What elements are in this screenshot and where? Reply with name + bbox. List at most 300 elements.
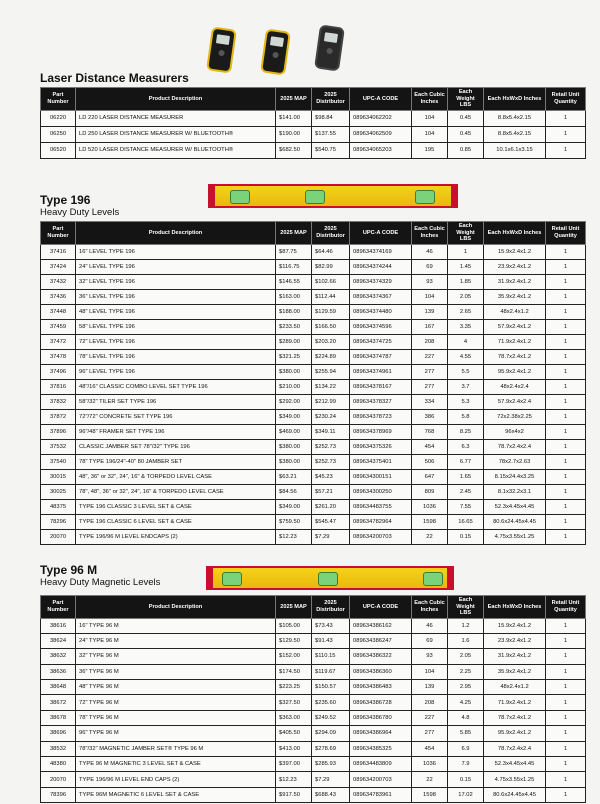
part-number-cell: 78396	[41, 787, 76, 802]
table-cell: 71.9x2.4x1.2	[484, 695, 546, 710]
table-cell: $105.00	[276, 618, 312, 633]
table-header-row	[41, 88, 586, 111]
description-cell: TYPE 196/96 M LEVEL END CAPS (2)	[76, 772, 276, 787]
part-number-cell: 38672	[41, 695, 76, 710]
table-cell: 1	[546, 424, 586, 439]
table-cell: $73.43	[312, 618, 350, 633]
table-row	[41, 772, 586, 787]
table-cell: 80.6x24.45x4.45	[484, 787, 546, 802]
table-cell: 7.9	[448, 757, 484, 772]
table-cell: 22	[412, 529, 448, 544]
description-cell: 48" TYPE 96 M	[76, 680, 276, 695]
table-cell: $224.89	[312, 349, 350, 364]
table-cell: 454	[412, 741, 448, 756]
table-cell: 089634378327	[350, 394, 412, 409]
header-cell: Each Cubic Inches	[412, 222, 448, 245]
part-number-cell: 48380	[41, 757, 76, 772]
table-cell: $682.50	[276, 142, 312, 158]
header-cell: Each HxWxD Inches	[484, 596, 546, 619]
table-cell: $64.46	[312, 244, 350, 259]
part-number-cell: 37832	[41, 394, 76, 409]
table-cell: 2.45	[448, 484, 484, 499]
description-cell: CLASSIC JAMBER SET 78"/32" TYPE 196	[76, 439, 276, 454]
table-cell: 139	[412, 304, 448, 319]
header-cell: UPC-A CODE	[350, 88, 412, 111]
description-cell: 78" LEVEL TYPE 196	[76, 349, 276, 364]
table-cell: 089634062509	[350, 126, 412, 142]
description-cell: 78" TYPE 196/24"-40" 80 JAMBER SET	[76, 454, 276, 469]
table-cell: $7.29	[312, 772, 350, 787]
part-number-cell: 38678	[41, 710, 76, 725]
table-cell: 454	[412, 439, 448, 454]
table-cell: $110.15	[312, 649, 350, 664]
table-cell: 1.65	[448, 469, 484, 484]
table-cell: 277	[412, 379, 448, 394]
table-cell: $7.29	[312, 529, 350, 544]
table-cell: 1	[546, 741, 586, 756]
table-row	[41, 394, 586, 409]
header-cell: Product Description	[76, 88, 276, 111]
table-cell: 089634483755	[350, 499, 412, 514]
table-cell: $380.00	[276, 454, 312, 469]
table-cell: 1	[546, 499, 586, 514]
section-type-96m	[40, 564, 585, 803]
table-cell: 48x2.4x1.2	[484, 680, 546, 695]
table-row	[41, 618, 586, 633]
table-row	[41, 633, 586, 648]
table-cell: 104	[412, 126, 448, 142]
part-number-cell: 30015	[41, 469, 76, 484]
table-cell: 0.85	[448, 142, 484, 158]
header-cell: Part Number	[41, 596, 76, 619]
header-cell: Each Cubic Inches	[412, 596, 448, 619]
description-cell: 58" LEVEL TYPE 196	[76, 319, 276, 334]
table-cell: 089634375326	[350, 439, 412, 454]
table-cell: 277	[412, 364, 448, 379]
description-cell: 58"/32" TILER SET TYPE 196	[76, 394, 276, 409]
description-cell: 36" LEVEL TYPE 196	[76, 289, 276, 304]
part-number-cell: 06220	[41, 110, 76, 126]
table-body	[41, 499, 586, 544]
table-cell: 1.85	[448, 274, 484, 289]
table-cell: $363.00	[276, 710, 312, 725]
table-cell: 1	[546, 142, 586, 158]
table-row	[41, 469, 586, 484]
table-cell: 52.3x4.45x4.45	[484, 499, 546, 514]
table-cell: 6.3	[448, 439, 484, 454]
header-cell: Retail Unit Quantity	[546, 596, 586, 619]
table-row	[41, 649, 586, 664]
description-cell: LD 520 LASER DISTANCE MEASURER W/ BLUETOOTH®	[76, 142, 276, 158]
header-cell: Each Weight LBS	[448, 222, 484, 245]
header-cell: 2025 Distributor	[312, 222, 350, 245]
table-cell: 96x4x2	[484, 424, 546, 439]
header-cell: Part Number	[41, 88, 76, 111]
table-cell: 1	[546, 304, 586, 319]
table-row	[41, 787, 586, 802]
table-row	[41, 289, 586, 304]
description-cell: 32" TYPE 96 M	[76, 649, 276, 664]
part-number-cell: 78296	[41, 514, 76, 529]
header-cell: Each Weight LBS	[448, 596, 484, 619]
table-cell: 2.05	[448, 649, 484, 664]
table-cell: 95.9x2.4x1.2	[484, 726, 546, 741]
table-cell: $12.23	[276, 529, 312, 544]
table-cell: $212.99	[312, 394, 350, 409]
table-cell: 334	[412, 394, 448, 409]
table-row	[41, 304, 586, 319]
table-cell: 089634065203	[350, 142, 412, 158]
table-cell: 089634386162	[350, 618, 412, 633]
table-cell: $87.75	[276, 244, 312, 259]
table-cell: 2.95	[448, 680, 484, 695]
table-row	[41, 126, 586, 142]
table-row	[41, 499, 586, 514]
table-row	[41, 484, 586, 499]
table-cell: $292.00	[276, 394, 312, 409]
table-cell: 1036	[412, 499, 448, 514]
section-type-196	[40, 194, 585, 545]
table-cell: 089634374367	[350, 289, 412, 304]
header-cell: Each HxWxD Inches	[484, 222, 546, 245]
table-cell: 089634374480	[350, 304, 412, 319]
table-cell: 089634374787	[350, 349, 412, 364]
table-cell: $230.24	[312, 409, 350, 424]
table-cell: 386	[412, 409, 448, 424]
table-cell: 089634300250	[350, 484, 412, 499]
table-cell: 78.7x2.4x1.2	[484, 349, 546, 364]
table-cell: $98.84	[312, 110, 350, 126]
table-cell: $163.00	[276, 289, 312, 304]
description-cell: TYPE 196/96 M LEVEL ENDCAPS (2)	[76, 529, 276, 544]
part-number-cell: 06250	[41, 126, 76, 142]
description-cell: TYPE 196 CLASSIC 6 LEVEL SET & CASE	[76, 514, 276, 529]
table-cell: 1	[546, 364, 586, 379]
description-cell: 48"/16" CLASSIC COMBO LEVEL SET TYPE 196	[76, 379, 276, 394]
table-cell: 69	[412, 259, 448, 274]
table-cell: $166.50	[312, 319, 350, 334]
header-cell: Retail Unit Quantity	[546, 88, 586, 111]
table-cell: 1	[546, 484, 586, 499]
table-row	[41, 274, 586, 289]
table-cell: $82.99	[312, 259, 350, 274]
table-cell: 1	[546, 529, 586, 544]
table-cell: 57.9x2.4x1.2	[484, 319, 546, 334]
table-cell: 0.45	[448, 110, 484, 126]
header-cell: Product Description	[76, 222, 276, 245]
table-cell: 089634386322	[350, 649, 412, 664]
table-cell: 195	[412, 142, 448, 158]
table-cell: 1	[546, 274, 586, 289]
table-cell: 1	[546, 110, 586, 126]
description-cell: 24" LEVEL TYPE 196	[76, 259, 276, 274]
table-cell: 089634386728	[350, 695, 412, 710]
table-cell: $63.21	[276, 469, 312, 484]
table-cell: 10.1x6.1x3.15	[484, 142, 546, 158]
table-cell: 1	[546, 664, 586, 679]
table-row	[41, 319, 586, 334]
table-cell: 089634386247	[350, 633, 412, 648]
table-cell: 089634483809	[350, 757, 412, 772]
header-cell: Each HxWxD Inches	[484, 88, 546, 111]
table-cell: 089634200703	[350, 772, 412, 787]
table-cell: $12.23	[276, 772, 312, 787]
table-cell: 1.45	[448, 259, 484, 274]
table-cell: 3.35	[448, 319, 484, 334]
table-header-row	[41, 596, 586, 619]
section-title: Type 96 M	[40, 563, 98, 577]
table-cell: $285.93	[312, 757, 350, 772]
table-cell: 1	[546, 349, 586, 364]
table-cell: 089634783961	[350, 787, 412, 802]
table-cell: 4	[448, 334, 484, 349]
header-cell: 2025 MAP	[276, 596, 312, 619]
table-cell: 1	[546, 454, 586, 469]
table-cell: 0.15	[448, 772, 484, 787]
table-cell: 809	[412, 484, 448, 499]
table-cell: 6.77	[448, 454, 484, 469]
table-cell: 1	[546, 259, 586, 274]
table-cell: $57.21	[312, 484, 350, 499]
table-cell: 0.15	[448, 529, 484, 544]
table-row	[41, 409, 586, 424]
header-cell: 2025 MAP	[276, 88, 312, 111]
table-cell: 48x2.4x1.2	[484, 304, 546, 319]
table-cell: 8.8x5.4x2.15	[484, 126, 546, 142]
table-row	[41, 259, 586, 274]
table-cell: 089634200703	[350, 529, 412, 544]
table-cell: $759.50	[276, 514, 312, 529]
description-cell: 72" LEVEL TYPE 196	[76, 334, 276, 349]
table-cell: 8.8x5.4x2.15	[484, 110, 546, 126]
table-cell: $255.94	[312, 364, 350, 379]
table-cell: 4.55	[448, 349, 484, 364]
table-cell: 1	[546, 289, 586, 304]
part-number-cell: 30025	[41, 484, 76, 499]
table-cell: 1	[546, 680, 586, 695]
table-cell: 089634386483	[350, 680, 412, 695]
part-number-cell: 38632	[41, 649, 76, 664]
table-row	[41, 529, 586, 544]
table-cell: 089634378969	[350, 424, 412, 439]
part-number-cell: 06520	[41, 142, 76, 158]
table-cell: $327.50	[276, 695, 312, 710]
table-cell: 0.45	[448, 126, 484, 142]
description-cell: 32" LEVEL TYPE 196	[76, 274, 276, 289]
table-cell: 1	[546, 787, 586, 802]
description-cell: 72"/72" CONCRETE SET TYPE 196	[76, 409, 276, 424]
table-cell: 1	[546, 649, 586, 664]
table-cell: 3.7	[448, 379, 484, 394]
table-cell: $252.73	[312, 454, 350, 469]
table-cell: $210.00	[276, 379, 312, 394]
part-number-cell: 37424	[41, 259, 76, 274]
part-number-cell: 37496	[41, 364, 76, 379]
table-row	[41, 142, 586, 158]
table-cell: 15.9x2.4x1.2	[484, 244, 546, 259]
table-cell: 23.9x2.4x1.2	[484, 633, 546, 648]
description-cell: 72" TYPE 96 M	[76, 695, 276, 710]
table-cell: 089634374961	[350, 364, 412, 379]
table-cell: $116.75	[276, 259, 312, 274]
table-row	[41, 110, 586, 126]
table-body	[41, 244, 586, 499]
part-number-cell: 37532	[41, 439, 76, 454]
table-cell: 1598	[412, 787, 448, 802]
table-cell: 1.6	[448, 633, 484, 648]
description-cell: LD 250 LASER DISTANCE MEASURER W/ BLUETOOTH®	[76, 126, 276, 142]
part-number-cell: 38532	[41, 741, 76, 756]
table-cell: 104	[412, 289, 448, 304]
table-cell: 768	[412, 424, 448, 439]
table-cell: 35.9x2.4x1.2	[484, 289, 546, 304]
table-cell: 1	[546, 618, 586, 633]
part-number-cell: 20070	[41, 529, 76, 544]
description-cell: 48" LEVEL TYPE 196	[76, 304, 276, 319]
table-cell: 31.9x2.4x1.2	[484, 649, 546, 664]
table-cell: $112.44	[312, 289, 350, 304]
part-number-cell: 37436	[41, 289, 76, 304]
table-cell: 4.75x3.55x1.25	[484, 772, 546, 787]
table-cell: 46	[412, 244, 448, 259]
description-cell: 78", 48", 36" or 32", 24", 16" & TORPEDO LEVEL CASE	[76, 484, 276, 499]
table-cell: $102.66	[312, 274, 350, 289]
table-cell: 5.3	[448, 394, 484, 409]
table-row	[41, 514, 586, 529]
table-cell: 5.8	[448, 409, 484, 424]
type96m-table	[40, 595, 586, 803]
part-number-cell: 37896	[41, 424, 76, 439]
table-cell: $249.52	[312, 710, 350, 725]
part-number-cell: 37472	[41, 334, 76, 349]
part-number-cell: 37459	[41, 319, 76, 334]
table-cell: $91.43	[312, 633, 350, 648]
table-cell: 089634386780	[350, 710, 412, 725]
table-row	[41, 710, 586, 725]
table-cell: $233.50	[276, 319, 312, 334]
table-cell: $84.56	[276, 484, 312, 499]
table-cell: 48x2.4x2.4	[484, 379, 546, 394]
table-cell: $349.00	[276, 409, 312, 424]
table-cell: 1	[546, 726, 586, 741]
table-cell: 95.9x2.4x1.2	[484, 364, 546, 379]
part-number-cell: 38624	[41, 633, 76, 648]
table-cell: 1	[546, 710, 586, 725]
table-cell: $405.50	[276, 726, 312, 741]
table-cell: $134.22	[312, 379, 350, 394]
table-cell: 4.8	[448, 710, 484, 725]
table-cell: 1	[546, 379, 586, 394]
section-laser	[40, 72, 585, 159]
table-cell: 4.75x3.55x1.25	[484, 529, 546, 544]
table-cell: 71.9x2.4x1.2	[484, 334, 546, 349]
part-number-cell: 37432	[41, 274, 76, 289]
table-cell: $45.23	[312, 469, 350, 484]
table-cell: 1	[546, 244, 586, 259]
table-cell: 5.5	[448, 364, 484, 379]
table-cell: 7.55	[448, 499, 484, 514]
table-cell: 1	[546, 319, 586, 334]
part-number-cell: 38616	[41, 618, 76, 633]
header-cell: 2025 MAP	[276, 222, 312, 245]
table-cell: 089634378167	[350, 379, 412, 394]
table-cell: $150.57	[312, 680, 350, 695]
table-cell: $380.00	[276, 439, 312, 454]
table-cell: 1598	[412, 514, 448, 529]
table-body	[41, 618, 586, 803]
table-cell: $294.09	[312, 726, 350, 741]
part-number-cell: 37816	[41, 379, 76, 394]
table-cell: 35.9x2.4x1.2	[484, 664, 546, 679]
table-cell: 089634374596	[350, 319, 412, 334]
table-row	[41, 349, 586, 364]
table-cell: $141.00	[276, 110, 312, 126]
header-cell: 2025 Distributor	[312, 88, 350, 111]
table-cell: 647	[412, 469, 448, 484]
table-cell: 1	[546, 394, 586, 409]
header-cell: Retail Unit Quantity	[546, 222, 586, 245]
table-cell: 16.65	[448, 514, 484, 529]
table-cell: $278.69	[312, 741, 350, 756]
table-cell: 089634386964	[350, 726, 412, 741]
table-cell: 8.1x32.2x3.1	[484, 484, 546, 499]
part-number-cell: 20070	[41, 772, 76, 787]
description-cell: 96" LEVEL TYPE 196	[76, 364, 276, 379]
description-cell: 24" TYPE 96 M	[76, 633, 276, 648]
description-cell: 78"/32" MAGNETIC JAMBER SET® TYPE 96 M	[76, 741, 276, 756]
table-cell: 089634374244	[350, 259, 412, 274]
table-row	[41, 364, 586, 379]
table-cell: $545.47	[312, 514, 350, 529]
part-number-cell: 37872	[41, 409, 76, 424]
table-row	[41, 424, 586, 439]
section-subtitle: Heavy Duty Magnetic Levels	[40, 577, 161, 588]
table-cell: 089634782964	[350, 514, 412, 529]
table-cell: 1	[546, 439, 586, 454]
type196-table	[40, 221, 586, 545]
table-cell: 1	[546, 772, 586, 787]
header-cell: Each Cubic Inches	[412, 88, 448, 111]
description-cell: 78" TYPE 96 M	[76, 710, 276, 725]
table-cell: 277	[412, 726, 448, 741]
table-cell: 5.85	[448, 726, 484, 741]
table-cell: 089634385325	[350, 741, 412, 756]
part-number-cell: 48375	[41, 499, 76, 514]
table-cell: $289.00	[276, 334, 312, 349]
section-subtitle: Heavy Duty Levels	[40, 207, 120, 218]
table-row	[41, 334, 586, 349]
table-body	[41, 110, 586, 158]
table-cell: 72x2.38x2.25	[484, 409, 546, 424]
table-cell: 93	[412, 649, 448, 664]
part-number-cell: 37416	[41, 244, 76, 259]
table-row	[41, 439, 586, 454]
table-cell: $119.67	[312, 664, 350, 679]
table-cell: $252.73	[312, 439, 350, 454]
table-cell: 1	[546, 514, 586, 529]
header-cell: Product Description	[76, 596, 276, 619]
table-cell: 139	[412, 680, 448, 695]
table-row	[41, 726, 586, 741]
table-cell: 80.6x24.45x4.45	[484, 514, 546, 529]
table-cell: 506	[412, 454, 448, 469]
table-cell: $349.11	[312, 424, 350, 439]
table-cell: $540.75	[312, 142, 350, 158]
part-number-cell: 37540	[41, 454, 76, 469]
table-cell: 227	[412, 349, 448, 364]
table-cell: 1036	[412, 757, 448, 772]
table-cell: 46	[412, 618, 448, 633]
